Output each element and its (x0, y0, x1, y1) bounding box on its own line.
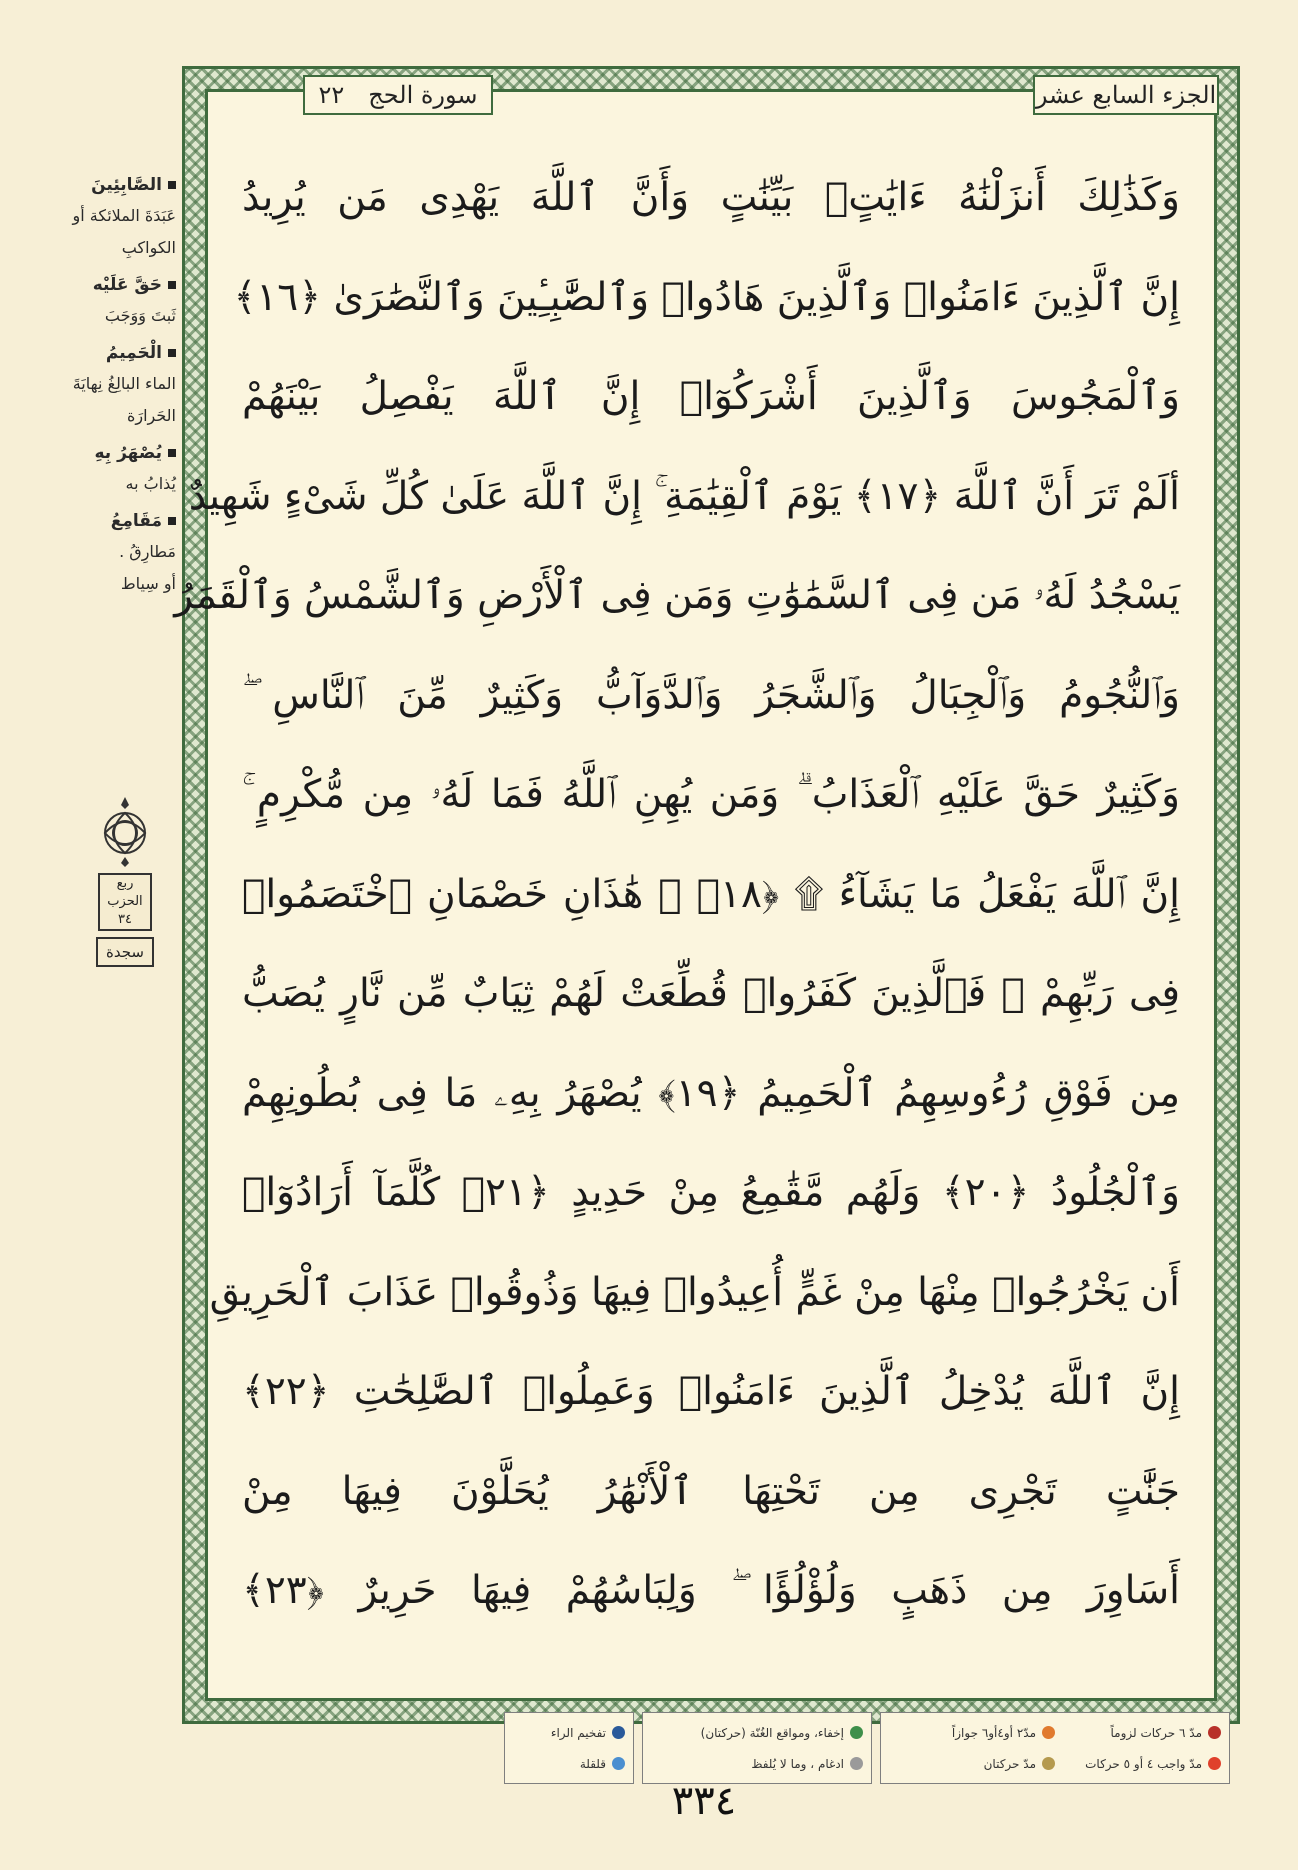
verse-line: جَنَّٰتٍ تَجْرِى مِن تَحْتِهَا ٱلْأَنْهَٰرُ يُحَلَّوْنَ فِيهَا مِنْ (242, 1468, 1180, 1514)
legend-item (1055, 1748, 1221, 1779)
glossary-definition: ثَبتَ وَوَجَبَ (104, 306, 176, 325)
hizb-ornament-icon (95, 795, 155, 867)
legend-item (889, 1748, 1055, 1779)
verse-line: وَٱلْمَجُوسَ وَٱلَّذِينَ أَشْرَكُوٓا۟ إِنَّ ٱللَّهَ يَفْصِلُ بَيْنَهُمْ (242, 374, 1180, 419)
glossary-term-row (6, 338, 176, 368)
legend-label: إخفاء، ومواقع الغُنّة (حركتان) (700, 1725, 844, 1740)
glossary-definition: الماء البالِغُ نِهايَةَ (72, 374, 176, 393)
verse-line: إِنَّ ٱللَّهَ يُدْخِلُ ٱلَّذِينَ ءَامَنُوا۟ وَعَمِلُوا۟ ٱلصَّٰلِحَٰتِ ﴿٢٢﴾ (242, 1369, 1180, 1414)
verse-line: يَسْجُدُ لَهُۥ مَن فِى ٱلسَّمَٰوَٰتِ وَمَن فِى ٱلْأَرْضِ وَٱلشَّمْسُ وَٱلْقَمَرُ (174, 573, 1180, 618)
hizb-marker (95, 795, 155, 967)
verse-line: أَسَاوِرَ مِن ذَهَبٍ وَلُؤْلُؤًا ۖ وَلِبَاسُهُمْ فِيهَا حَرِيرٌ ﴿٢٣﴾ (242, 1568, 1180, 1613)
legend-item (513, 1757, 625, 1771)
bullet-icon (168, 349, 176, 357)
hizb-line-2: الحزب (107, 894, 143, 909)
bullet-icon (168, 449, 176, 457)
legend-label: ادغام ، وما لا يُلفظ (751, 1756, 844, 1771)
bullet-icon (168, 181, 176, 189)
glossary-term-row (6, 170, 176, 200)
color-dot-icon (850, 1726, 863, 1739)
glossary-term: يُصْهَرُ بِهِ (94, 443, 162, 463)
glossary-entry (6, 270, 176, 332)
tajweed-legend (200, 1712, 1230, 1784)
glossary-definition: الكواكبِ (121, 238, 176, 257)
hizb-line-1: ربع (116, 876, 134, 891)
color-dot-icon (1208, 1726, 1221, 1739)
legend-item (513, 1726, 625, 1740)
juz-title: الجزء السابع عشر (1033, 75, 1219, 115)
surah-name: سورة الحج (368, 81, 478, 109)
bullet-icon (168, 281, 176, 289)
glossary-entry (6, 506, 176, 600)
legend-item (1055, 1717, 1221, 1748)
verse-line: إِنَّ ٱلَّذِينَ ءَامَنُوا۟ وَٱلَّذِينَ هَادُوا۟ وَٱلصَّٰبِـِٔينَ وَٱلنَّصَٰرَىٰ ﴿١٦﴾ (233, 274, 1180, 320)
color-dot-icon (612, 1757, 625, 1770)
verse-line: أَن يَخْرُجُوا۟ مِنْهَا مِنْ غَمٍّ أُعِيدُوا۟ فِيهَا وَذُوقُوا۟ عَذَابَ ٱلْحَرِيقِ (209, 1269, 1180, 1315)
glossary-term-row (6, 270, 176, 300)
surah-title-box (303, 75, 493, 115)
verse-text-area (174, 160, 1180, 1650)
surah-number: ٢٢ (318, 81, 345, 109)
legend-label: تفخيم الراء (550, 1725, 606, 1740)
legend-label: مدّ٢ أو٤أو٦ جوازاً (951, 1725, 1036, 1740)
glossary-term-row (6, 438, 176, 468)
glossary-entry (6, 170, 176, 264)
verse-line: ألَمْ تَرَ أَنَّ ٱللَّهَ ﴿١٧﴾ يَوْمَ ٱلْقِيَٰمَةِ ۚ إِنَّ ٱللَّهَ عَلَىٰ كُلِّ شَىْءٍ شَهِيدٌ (188, 473, 1180, 519)
verse-line: وَٱلنُّجُومُ وَٱلْجِبَالُ وَٱلشَّجَرُ وَٱلدَّوَآبُّ وَكَثِيرٌ مِّنَ ٱلنَّاسِ ۖ (242, 672, 1180, 718)
glossary-term: مَقَامِعُ (110, 511, 162, 531)
hizb-label-box (98, 873, 152, 931)
legend-tafkhim-box (504, 1712, 634, 1784)
color-dot-icon (1042, 1726, 1055, 1739)
color-dot-icon (1042, 1757, 1055, 1770)
legend-item (651, 1757, 863, 1771)
legend-label: قلقلة (579, 1756, 606, 1771)
color-dot-icon (1208, 1757, 1221, 1770)
glossary-definition: يُذابُ به (125, 474, 176, 493)
legend-ikhfa-box (642, 1712, 872, 1784)
glossary-definition: أو سِياط (120, 574, 176, 593)
glossary-entry (6, 438, 176, 500)
legend-item (889, 1717, 1055, 1748)
legend-madd-box (880, 1712, 1230, 1784)
page-number: ٣٣٤ (671, 1778, 737, 1824)
ornamental-frame (174, 66, 1240, 1724)
color-dot-icon (850, 1757, 863, 1770)
verse-line: وَكَذَٰلِكَ أَنزَلْنَٰهُ ءَايَٰتٍۭ بَيِّنَٰتٍ وَأَنَّ ٱللَّهَ يَهْدِى مَن يُرِيدُ (242, 175, 1180, 220)
verse-line: إِنَّ ٱللَّهَ يَفْعَلُ مَا يَشَآءُ ۩ ﴿١٨﴾ ۞ هَٰذَانِ خَصْمَانِ ٱخْتَصَمُوا۟ (242, 871, 1180, 917)
glossary-definition: مَطارِقُ . (119, 542, 176, 561)
sajda-marker: سجدة (96, 937, 154, 967)
hizb-line-3: ٣٤ (118, 912, 132, 927)
glossary-term: الصَّابِئِينَ (91, 175, 162, 195)
glossary-entry (6, 338, 176, 432)
verse-line: مِن فَوْقِ رُءُوسِهِمُ ٱلْحَمِيمُ ﴿١٩﴾ يُصْهَرُ بِهِۦ مَا فِى بُطُونِهِمْ (242, 1070, 1180, 1116)
glossary-term: حَقَّ عَلَيْه (92, 275, 162, 295)
legend-label: مدّ حركتان (983, 1756, 1036, 1771)
legend-label: مدّ واجب ٤ أو ٥ حركات (1085, 1756, 1202, 1771)
verse-line: وَٱلْجُلُودُ ﴿٢٠﴾ وَلَهُم مَّقَٰمِعُ مِنْ حَدِيدٍ ﴿٢١﴾ كُلَّمَآ أَرَادُوٓا۟ (242, 1170, 1180, 1215)
verse-line: فِى رَبِّهِمْ ۖ فَٱلَّذِينَ كَفَرُوا۟ قُطِّعَتْ لَهُمْ ثِيَابٌ مِّن نَّارٍ يُصَبُّ (242, 971, 1180, 1016)
glossary-definition: الحَرارَة (126, 406, 176, 425)
glossary-definition: عَبَدَةَ الملائكة أو (72, 206, 176, 225)
margin-glossary (6, 170, 176, 606)
bullet-icon (168, 517, 176, 525)
glossary-term-row (6, 506, 176, 536)
text-panel (174, 89, 1217, 1701)
legend-label: مدّ ٦ حركات لزوماً (1110, 1725, 1202, 1740)
color-dot-icon (612, 1726, 625, 1739)
legend-item (651, 1726, 863, 1740)
glossary-term: الْحَمِيمُ (105, 343, 162, 363)
verse-line: وَكَثِيرٌ حَقَّ عَلَيْهِ ٱلْعَذَابُ ۗ وَمَن يُهِنِ ٱللَّهُ فَمَا لَهُۥ مِن مُّكْرِمٍ ۚ (242, 772, 1180, 817)
